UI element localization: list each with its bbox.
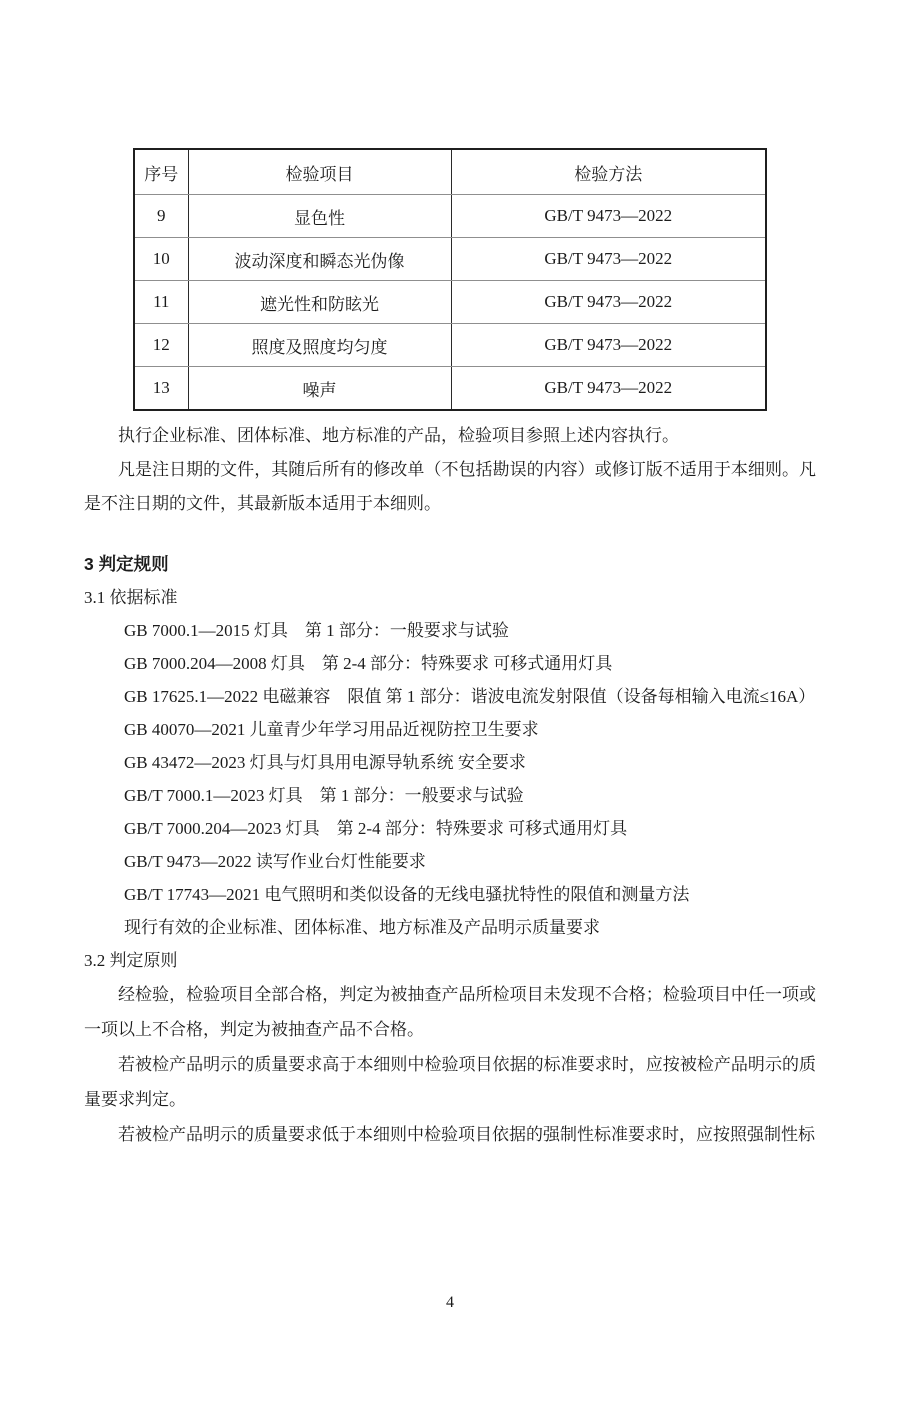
page-number: 4 — [446, 1294, 454, 1311]
cell-inspection-item: 显色性 — [188, 195, 451, 238]
note-paragraph-dated-documents: 凡是注日期的文件，其随后所有的修改单（不包括勘误的内容）或修订版不适用于本细则。凡是不注日期的文件，其最新版本适用于本细则。 — [84, 460, 816, 513]
table-row — [134, 195, 766, 238]
table-row — [134, 238, 766, 281]
inspection-table — [133, 148, 767, 411]
standard-list-item: GB 43472—2023 灯具与灯具用电源导轨系统 安全要求 — [124, 753, 526, 772]
standard-list-item: GB/T 7000.204—2023 灯具 第 2-4 部分：特殊要求 可移式通用灯具 — [124, 819, 628, 838]
standard-list-item: GB/T 17743—2021 电气照明和类似设备的无线电骚扰特性的限值和测量方法 — [124, 885, 690, 904]
cell-test-method: GB/T 9473—2022 — [451, 281, 766, 324]
standard-list-item: GB 7000.204—2008 灯具 第 2-4 部分：特殊要求 可移式通用灯具 — [124, 654, 613, 673]
table-header-row — [134, 149, 766, 195]
standards-list — [84, 614, 816, 944]
table-row — [134, 324, 766, 367]
judgment-paragraphs — [84, 977, 816, 1152]
cell-serial-number: 9 — [134, 195, 188, 238]
cell-serial-number: 12 — [134, 324, 188, 367]
column-header-no: 序号 — [134, 149, 188, 195]
cell-serial-number: 10 — [134, 238, 188, 281]
cell-inspection-item: 照度及照度均匀度 — [188, 324, 451, 367]
judgment-paragraph: 若被检产品明示的质量要求低于本细则中检验项目依据的强制性标准要求时，应按照强制性标 — [118, 1125, 815, 1144]
section-3-2-heading: 3.2 判定原则 — [84, 951, 178, 970]
cell-test-method: GB/T 9473—2022 — [451, 324, 766, 367]
standard-list-item: GB 17625.1—2022 电磁兼容 限值 第 1 部分：谐波电流发射限值（设备每相输入电流≤16A） — [124, 687, 816, 706]
document-page — [0, 148, 900, 1421]
cell-inspection-item: 噪声 — [188, 367, 451, 411]
section-3-1-heading: 3.1 依据标准 — [84, 588, 178, 607]
standard-list-item: GB/T 7000.1—2023 灯具 第 1 部分：一般要求与试验 — [124, 786, 524, 805]
cell-test-method: GB/T 9473—2022 — [451, 195, 766, 238]
cell-inspection-item: 波动深度和瞬态光伪像 — [188, 238, 451, 281]
judgment-paragraph: 若被检产品明示的质量要求高于本细则中检验项目依据的标准要求时，应按被检产品明示的质量要求判定。 — [84, 1055, 816, 1109]
standard-list-item: GB/T 9473—2022 读写作业台灯性能要求 — [124, 852, 426, 871]
cell-test-method: GB/T 9473—2022 — [451, 367, 766, 411]
judgment-paragraph: 经检验，检验项目全部合格，判定为被抽查产品所检项目未发现不合格；检验项目中任一项或一项以上不合格，判定为被抽查产品不合格。 — [84, 985, 816, 1039]
standard-list-item: 现行有效的企业标准、团体标准、地方标准及产品明示质量要求 — [124, 918, 600, 937]
note-paragraph-execution: 执行企业标准、团体标准、地方标准的产品，检验项目参照上述内容执行。 — [118, 426, 679, 445]
cell-serial-number: 13 — [134, 367, 188, 411]
table-row — [134, 367, 766, 411]
column-header-item: 检验项目 — [188, 149, 451, 195]
section-3-heading: 3 判定规则 — [84, 554, 169, 574]
document-content — [0, 148, 900, 1152]
column-header-method: 检验方法 — [451, 149, 766, 195]
standard-list-item: GB 40070—2021 儿童青少年学习用品近视防控卫生要求 — [124, 720, 539, 739]
table-row — [134, 281, 766, 324]
cell-test-method: GB/T 9473—2022 — [451, 238, 766, 281]
cell-inspection-item: 遮光性和防眩光 — [188, 281, 451, 324]
cell-serial-number: 11 — [134, 281, 188, 324]
standard-list-item: GB 7000.1—2015 灯具 第 1 部分：一般要求与试验 — [124, 621, 509, 640]
